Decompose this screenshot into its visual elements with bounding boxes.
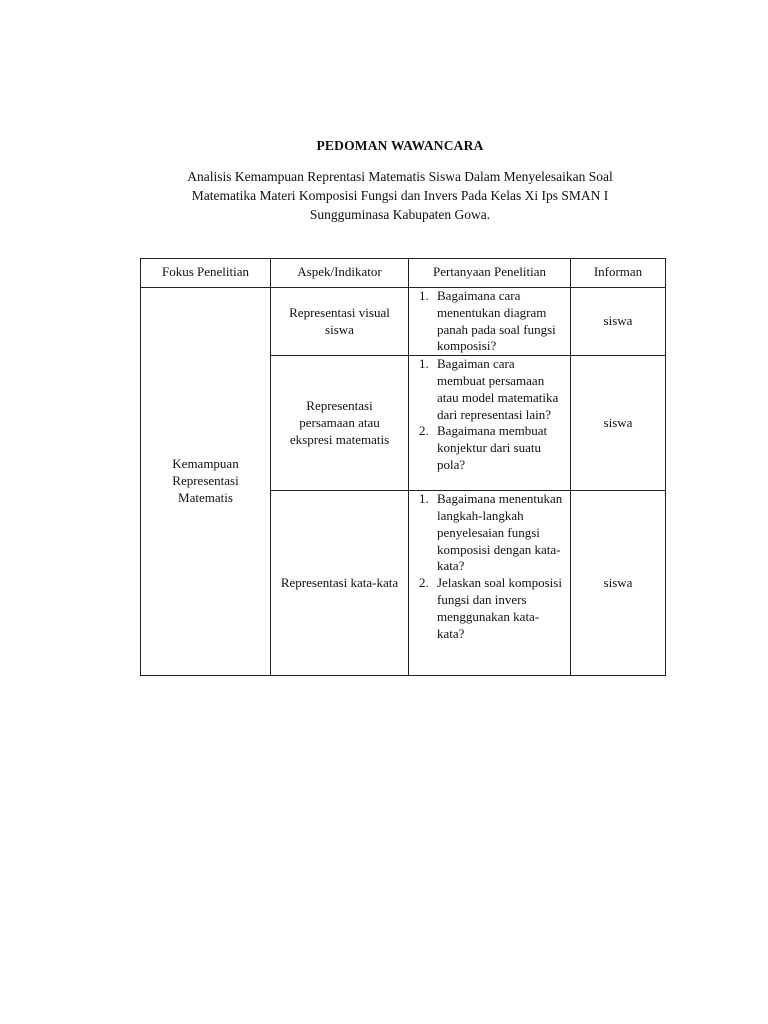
question-list xyxy=(412,356,566,474)
question-item: 1. Bagaiman cara membuat persamaan atau model matematika dari representasi lain? xyxy=(419,356,559,422)
document-title: PEDOMAN WAWANCARA xyxy=(316,138,484,153)
table-row xyxy=(141,288,666,356)
question-item: 2. Jelaskan soal komposisi fungsi dan invers menggunakan kata-kata? xyxy=(419,575,562,641)
header-aspect: Aspek/Indikator xyxy=(271,259,409,288)
question-text: Bagaiman cara membuat persamaan atau model matematika dari representasi lain? xyxy=(437,356,559,422)
header-informant: Informan xyxy=(571,259,666,288)
questions-cell xyxy=(409,288,571,356)
question-item: 2. Bagaimana membuat konjektur dari suatu pola? xyxy=(419,423,548,472)
question-text: Bagaimana menentukan langkah-langkah penyelesaian fungsi komposisi dengan kata-kata? xyxy=(437,491,563,574)
question-text: Jelaskan soal komposisi fungsi dan invers menggunakan kata-kata? xyxy=(437,575,562,641)
informant-cell: siswa xyxy=(571,491,666,676)
informant-cell: siswa xyxy=(571,356,666,491)
subtitle-line-1: Analisis Kemampuan Reprentasi Matematis Siswa Dalam Menyelesaikan Soal xyxy=(187,169,613,184)
informant-cell: siswa xyxy=(571,288,666,356)
interview-guide-table xyxy=(140,258,666,676)
header-focus: Fokus Penelitian xyxy=(141,259,271,288)
document-subtitle xyxy=(130,167,670,224)
focus-cell: Kemampuan Representasi Matematis xyxy=(141,288,271,676)
subtitle-line-3: Sungguminasa Kabupaten Gowa. xyxy=(309,207,491,222)
questions-cell xyxy=(409,491,571,676)
subtitle-line-2: Matematika Materi Komposisi Fungsi dan Invers Pada Kelas Xi Ips SMAN I xyxy=(191,188,609,203)
questions-cell xyxy=(409,356,571,491)
header-questions: Pertanyaan Penelitian xyxy=(409,259,571,288)
aspect-cell: Representasi kata-kata xyxy=(271,491,409,676)
question-item: 1. Bagaimana cara menentukan diagram panah pada soal fungsi komposisi? xyxy=(419,288,556,354)
question-list xyxy=(412,491,566,642)
question-text: Bagaimana cara menentukan diagram panah pada soal fungsi komposisi? xyxy=(437,288,556,354)
question-text: Bagaimana membuat konjektur dari suatu pola? xyxy=(437,423,548,472)
table-header-row xyxy=(141,259,666,288)
question-list xyxy=(412,288,566,355)
question-item: 1. Bagaimana menentukan langkah-langkah penyelesaian fungsi komposisi dengan kata-kata? xyxy=(419,491,563,574)
aspect-cell: Representasi visual siswa xyxy=(271,288,409,356)
aspect-cell: Representasi persamaan atau ekspresi matematis xyxy=(271,356,409,491)
